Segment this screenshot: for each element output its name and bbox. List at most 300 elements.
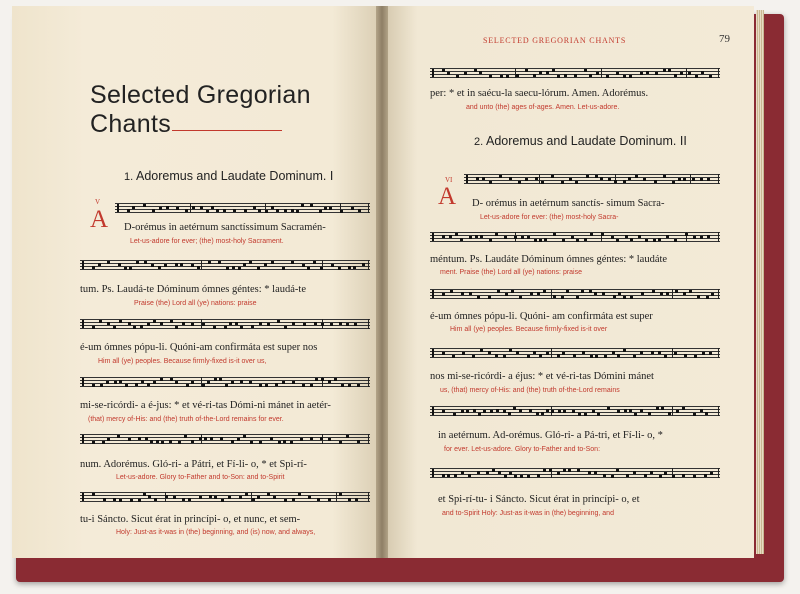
section1-title xyxy=(124,169,333,183)
bar-line xyxy=(201,260,202,270)
staff-line xyxy=(430,77,720,78)
neume xyxy=(503,410,506,413)
clef-mark xyxy=(82,320,87,328)
neume xyxy=(125,384,128,387)
neume xyxy=(330,323,333,326)
neume xyxy=(100,384,103,387)
neume xyxy=(489,181,492,184)
neume xyxy=(199,496,202,499)
neume xyxy=(668,412,671,415)
neume xyxy=(107,261,110,264)
neume xyxy=(219,378,222,381)
staff-line xyxy=(430,298,720,299)
neume xyxy=(173,496,176,499)
neume xyxy=(640,351,643,354)
neume xyxy=(482,177,485,180)
neume xyxy=(530,292,533,295)
neume xyxy=(549,469,552,472)
neume xyxy=(529,409,532,412)
neume xyxy=(525,69,528,72)
neume xyxy=(191,440,194,443)
neume xyxy=(509,177,512,180)
neume xyxy=(700,178,703,181)
neume xyxy=(209,495,212,498)
neume xyxy=(557,472,560,475)
bar-line xyxy=(368,492,369,502)
neume xyxy=(124,267,127,270)
section1-dropcap: A xyxy=(90,206,109,233)
music-staff xyxy=(80,377,370,387)
neume xyxy=(595,355,598,358)
neume xyxy=(191,381,194,384)
clef-mark xyxy=(82,378,87,386)
translation-line: us, (that) mercy of-His: and (the) truth of-the-Lord remains xyxy=(440,387,620,394)
neume xyxy=(175,263,178,266)
neume xyxy=(259,322,262,325)
neume xyxy=(296,210,299,213)
neume xyxy=(204,437,207,440)
neume xyxy=(534,239,537,242)
neume xyxy=(623,180,626,183)
neume xyxy=(611,236,614,239)
neume xyxy=(483,410,486,413)
bar-line xyxy=(368,319,369,329)
neume xyxy=(151,264,154,267)
neume xyxy=(341,384,344,387)
translation-line: for ever. Let-us-adore. Glory to-Father and to-Son: xyxy=(444,446,601,453)
neume xyxy=(259,441,262,444)
neume xyxy=(672,181,675,184)
neume xyxy=(684,354,687,357)
neume xyxy=(340,210,343,213)
neume xyxy=(674,239,677,242)
neume xyxy=(231,381,234,384)
neume xyxy=(128,322,131,325)
neume xyxy=(584,69,587,72)
neume xyxy=(666,292,669,295)
neume xyxy=(521,236,524,239)
lyric-line: tum. Ps. Laudá-te Dóminum ómnes géntes: * laudá-te xyxy=(80,284,306,295)
neume xyxy=(577,469,580,472)
neume xyxy=(683,292,686,295)
neume xyxy=(629,409,632,412)
staff-line xyxy=(464,183,720,184)
neume xyxy=(500,75,503,78)
neume xyxy=(612,351,615,354)
neume xyxy=(683,178,686,181)
neume xyxy=(348,384,351,387)
clef-mark xyxy=(432,407,437,415)
bar-line xyxy=(718,174,719,184)
neume xyxy=(643,178,646,181)
neume xyxy=(243,263,246,266)
neume xyxy=(320,437,323,440)
staff-line xyxy=(464,174,720,175)
lyric-line: in aetérnum. Ad-orémus. Gló-ri- a Pá-tri, et Fí-li- o, * xyxy=(438,430,663,441)
neume xyxy=(562,352,565,355)
neume xyxy=(442,69,445,72)
neume xyxy=(527,236,530,239)
neume xyxy=(664,355,667,358)
neume xyxy=(170,320,173,323)
staff-line xyxy=(430,235,720,236)
neume xyxy=(229,322,232,325)
neume xyxy=(634,413,637,416)
neume xyxy=(700,409,703,412)
neume xyxy=(291,261,294,264)
neume xyxy=(145,437,148,440)
translation-line: Let-us-adore for ever: (the) most-holy Sacra- xyxy=(480,214,619,221)
neume xyxy=(442,293,445,296)
neume xyxy=(709,352,712,355)
neume xyxy=(596,72,599,75)
neume xyxy=(442,474,445,477)
neume xyxy=(678,178,681,181)
neume xyxy=(92,441,95,444)
neume xyxy=(143,204,146,207)
bar-line xyxy=(718,232,719,242)
neume xyxy=(245,493,248,496)
neume xyxy=(533,351,536,354)
neume xyxy=(590,233,593,236)
staff-line xyxy=(80,443,370,444)
neume xyxy=(455,233,458,236)
neume xyxy=(503,355,506,358)
page-title: Selected Gregorian Chants xyxy=(90,81,311,138)
staff-line xyxy=(80,319,370,320)
neume xyxy=(477,471,480,474)
neume xyxy=(156,440,159,443)
neume xyxy=(351,207,354,210)
translation-line: and unto (the) ages of-ages. Amen. Let-us-adore. xyxy=(466,104,620,111)
section2-title xyxy=(474,134,687,148)
neume xyxy=(320,267,323,270)
neume xyxy=(334,378,337,381)
neume xyxy=(271,206,274,209)
neume xyxy=(129,267,132,270)
neume xyxy=(143,493,146,496)
neume xyxy=(514,475,517,478)
neume xyxy=(298,493,301,496)
bar-line xyxy=(718,68,719,78)
neume xyxy=(164,264,167,267)
neume xyxy=(543,469,546,472)
neume xyxy=(282,381,285,384)
neume xyxy=(680,72,683,75)
neume xyxy=(265,384,268,387)
staff-line xyxy=(80,492,370,493)
neume xyxy=(473,409,476,412)
neume xyxy=(186,384,189,387)
neume xyxy=(442,352,445,355)
neume xyxy=(180,263,183,266)
neume xyxy=(98,263,101,266)
neume xyxy=(704,474,707,477)
bar-line xyxy=(551,289,552,299)
neume xyxy=(315,378,318,381)
lyric-line: num. Adorémus. Gló-ri- a Pátri, et Fí-li- o, * et Spi-rí- xyxy=(80,459,307,470)
neume xyxy=(479,71,482,74)
neume xyxy=(616,72,619,75)
neume xyxy=(495,354,498,357)
neume xyxy=(628,177,631,180)
neume xyxy=(210,437,213,440)
neume xyxy=(277,320,280,323)
neume xyxy=(685,233,688,236)
translation-line: Him all (ye) peoples. Because firmly-fixed is-it over xyxy=(450,326,608,333)
clef-mark xyxy=(82,493,87,501)
neume xyxy=(552,69,555,72)
neume xyxy=(233,209,236,212)
neume xyxy=(707,235,710,238)
neume xyxy=(303,323,306,326)
neume xyxy=(338,267,341,270)
staff-line xyxy=(430,406,720,407)
neume xyxy=(206,210,209,213)
neume xyxy=(103,498,106,501)
clef-mark xyxy=(82,261,87,269)
neume xyxy=(536,412,539,415)
neume xyxy=(535,177,538,180)
neume xyxy=(258,209,261,212)
neume xyxy=(595,175,598,178)
neume xyxy=(346,435,349,438)
neume xyxy=(106,381,109,384)
neume xyxy=(629,75,632,78)
neume xyxy=(362,263,365,266)
neume xyxy=(278,441,281,444)
neume xyxy=(207,381,210,384)
neume xyxy=(640,72,643,75)
music-staff xyxy=(430,468,720,478)
neume xyxy=(509,472,512,475)
neume xyxy=(588,471,591,474)
neume xyxy=(208,261,211,264)
neume xyxy=(603,474,606,477)
neume xyxy=(152,209,155,212)
music-staff xyxy=(80,260,370,270)
neume xyxy=(498,471,501,474)
neume xyxy=(153,320,156,323)
neume xyxy=(646,71,649,74)
neume xyxy=(290,441,293,444)
neume xyxy=(138,499,141,502)
bar-line xyxy=(686,68,687,78)
neume xyxy=(92,266,95,269)
neume xyxy=(243,435,246,438)
neume xyxy=(539,354,542,357)
neume xyxy=(623,75,626,78)
neume xyxy=(660,292,663,295)
bar-line xyxy=(368,434,369,444)
neume xyxy=(170,378,173,381)
lyric-line: et Spi-rí-tu- i Sáncto. Sicut érat in princípi- o, et xyxy=(438,494,640,505)
neume xyxy=(469,292,472,295)
neume xyxy=(525,178,528,181)
neume xyxy=(238,267,241,270)
neume xyxy=(672,475,675,478)
neume xyxy=(544,238,547,241)
neume xyxy=(346,323,349,326)
neume xyxy=(664,472,667,475)
neume xyxy=(589,74,592,77)
neume xyxy=(102,441,105,444)
neume xyxy=(165,495,168,498)
neume xyxy=(674,352,677,355)
title-rule xyxy=(172,130,282,131)
neume xyxy=(576,239,579,242)
neume xyxy=(141,380,144,383)
music-staff xyxy=(80,492,370,502)
neume xyxy=(478,413,481,416)
neume xyxy=(214,496,217,499)
neume xyxy=(213,326,216,329)
neume xyxy=(275,383,278,386)
clef-mark xyxy=(466,175,471,183)
neume xyxy=(600,177,603,180)
neume xyxy=(693,413,696,416)
neume xyxy=(638,235,641,238)
neume xyxy=(466,410,469,413)
neume xyxy=(216,209,219,212)
neume xyxy=(537,474,540,477)
neume xyxy=(606,75,609,78)
neume xyxy=(675,290,678,293)
neume xyxy=(353,266,356,269)
neume xyxy=(607,407,610,410)
neume xyxy=(226,267,229,270)
page-edges xyxy=(756,10,764,554)
neume xyxy=(561,296,564,299)
neume xyxy=(202,323,205,326)
translation-line: Praise (the) Lord all (ye) nations: praise xyxy=(134,300,257,307)
lyric-line: é-um ómnes pópu-li. Quóni- am confirmáta est super xyxy=(430,311,653,322)
neume xyxy=(464,72,467,75)
staff-line xyxy=(80,434,370,435)
lyric-line: mi-se-ricórdi- a é-jus: * et vé-ri-tas Dómi-ni mánet in aetér- xyxy=(80,400,331,411)
bar-line xyxy=(336,492,337,502)
lyric-line: tu-i Sáncto. Sicut érat in princípi- o, et nunc, et sem- xyxy=(80,514,301,525)
neume xyxy=(267,493,270,496)
neume xyxy=(533,74,536,77)
neume xyxy=(654,180,657,183)
neume xyxy=(582,351,585,354)
bar-line xyxy=(601,68,602,78)
staff-line xyxy=(80,440,370,441)
neume xyxy=(240,380,243,383)
neume xyxy=(240,326,243,329)
neume xyxy=(557,75,560,78)
neume xyxy=(635,175,638,178)
staff-line xyxy=(80,437,370,438)
neume xyxy=(135,383,138,386)
neume xyxy=(324,207,327,210)
neume xyxy=(537,292,540,295)
neume xyxy=(291,209,294,212)
neume xyxy=(223,209,226,212)
neume xyxy=(511,290,514,293)
neume xyxy=(257,496,260,499)
neume xyxy=(447,72,450,75)
neume xyxy=(314,322,317,325)
right-page xyxy=(388,6,754,558)
neume xyxy=(648,412,651,415)
neume xyxy=(460,238,463,241)
page-number: 79 xyxy=(719,33,730,45)
neume xyxy=(331,264,334,267)
bar-line xyxy=(672,348,673,358)
lyric-line: méntum. Ps. Laudáte Dóminum ómnes géntes: * laudáte xyxy=(430,254,668,265)
neume xyxy=(520,475,523,478)
neume xyxy=(284,326,287,329)
neume xyxy=(617,354,620,357)
neume xyxy=(499,175,502,178)
music-staff xyxy=(80,319,370,329)
staff-line xyxy=(80,322,370,323)
neume xyxy=(618,292,621,295)
neume xyxy=(661,407,664,410)
neume xyxy=(232,266,235,269)
neume xyxy=(663,175,666,178)
staff-line xyxy=(430,477,720,478)
neume xyxy=(633,471,636,474)
neume xyxy=(283,440,286,443)
neume xyxy=(614,180,617,183)
neume xyxy=(220,437,223,440)
neume xyxy=(475,235,478,238)
neume xyxy=(113,498,116,501)
translation-line: Let-us-adore for ever; (the) most-holy Sacrament. xyxy=(130,238,284,245)
neume xyxy=(310,437,313,440)
clef-mark xyxy=(432,290,437,298)
neume xyxy=(572,410,575,413)
staff-line xyxy=(430,348,720,349)
neume xyxy=(214,378,217,381)
neume xyxy=(461,292,464,295)
neume xyxy=(682,474,685,477)
neume xyxy=(516,351,519,354)
neume xyxy=(160,322,163,325)
neume xyxy=(92,326,95,329)
neume xyxy=(244,209,247,212)
neume xyxy=(692,178,695,181)
neume xyxy=(658,238,661,241)
translation-line: Let-us-adore. Glory to-Father and to-Son: and to-Spirit xyxy=(116,474,285,481)
clef-mark xyxy=(432,233,437,241)
neume xyxy=(328,498,331,501)
bar-line xyxy=(690,174,691,184)
neume xyxy=(119,380,122,383)
neume xyxy=(357,384,360,387)
neume xyxy=(489,75,492,78)
neume xyxy=(276,209,279,212)
staff-line xyxy=(80,263,370,264)
neume xyxy=(119,320,122,323)
neume xyxy=(301,204,304,207)
neume xyxy=(594,471,597,474)
bar-line xyxy=(718,289,719,299)
neume xyxy=(694,355,697,358)
neume xyxy=(563,469,566,472)
neume xyxy=(211,206,214,209)
neume xyxy=(224,326,227,329)
neume xyxy=(575,181,578,184)
neume xyxy=(656,407,659,410)
neume xyxy=(447,474,450,477)
neume xyxy=(553,233,556,236)
neume xyxy=(604,355,607,358)
neume xyxy=(551,175,554,178)
